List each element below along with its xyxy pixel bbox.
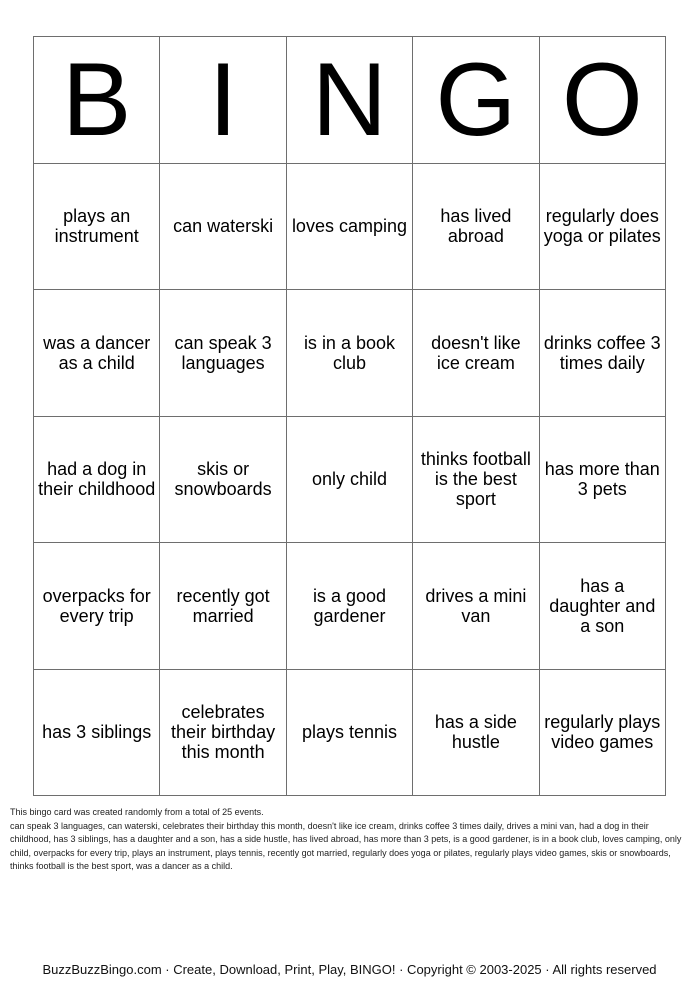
bingo-cell[interactable]: overpacks for every trip <box>34 543 160 670</box>
bingo-cell[interactable]: celebrates their birthday this month <box>160 669 286 796</box>
info-event-list: can speak 3 languages, can waterski, celebrates their birthday this month, doesn't like ice cream, drinks coffee 3 times daily, drives a mini van, had a dog in their childhood, has 3 siblings, has a daughter and a son, has a side hustle, has lived abroad, has more than 3 pets, is a good gardener, is in a book club, loves camping, only child, overpacks for every trip, plays an instrument, plays tennis, recently got married, regularly does yoga or pilates, regularly plays video games, skis or snowboards, thinks football is the best sport, was a dancer as a child. <box>10 820 682 871</box>
header-letter-b: B <box>34 37 160 164</box>
bingo-row <box>34 290 666 417</box>
bingo-row <box>34 163 666 290</box>
bingo-cell[interactable]: drinks coffee 3 times daily <box>539 290 665 417</box>
bingo-cell[interactable]: regularly plays video games <box>539 669 665 796</box>
bingo-row <box>34 416 666 543</box>
bingo-card <box>33 36 666 796</box>
info-summary: This bingo card was created randomly from a total of 25 events. <box>10 807 264 817</box>
bingo-cell[interactable]: has 3 siblings <box>34 669 160 796</box>
bingo-cell-center[interactable]: only child <box>286 416 412 543</box>
bingo-cell[interactable]: has more than 3 pets <box>539 416 665 543</box>
bingo-cell[interactable]: can waterski <box>160 163 286 290</box>
bingo-cell[interactable]: can speak 3 languages <box>160 290 286 417</box>
bingo-cell[interactable]: recently got married <box>160 543 286 670</box>
bingo-cell[interactable]: had a dog in their childhood <box>34 416 160 543</box>
bingo-cell[interactable]: loves camping <box>286 163 412 290</box>
bingo-cell[interactable]: drives a mini van <box>413 543 539 670</box>
bingo-cell[interactable]: plays an instrument <box>34 163 160 290</box>
bingo-cell[interactable]: has a daughter and a son <box>539 543 665 670</box>
header-letter-n: N <box>286 37 412 164</box>
footer-copyright: BuzzBuzzBingo.com · Create, Download, Print, Play, BINGO! · Copyright © 2003-2025 · All rights reserved <box>42 962 657 977</box>
header-letter-o: O <box>539 37 665 164</box>
bingo-cell[interactable]: has lived abroad <box>413 163 539 290</box>
bingo-header-row <box>34 37 666 164</box>
bingo-row <box>34 543 666 670</box>
bingo-cell[interactable]: is a good gardener <box>286 543 412 670</box>
bingo-cell[interactable]: is in a book club <box>286 290 412 417</box>
header-letter-i: I <box>160 37 286 164</box>
header-letter-g: G <box>413 37 539 164</box>
bingo-cell[interactable]: regularly does yoga or pilates <box>539 163 665 290</box>
bingo-cell[interactable]: doesn't like ice cream <box>413 290 539 417</box>
bingo-cell[interactable]: was a dancer as a child <box>34 290 160 417</box>
bingo-row <box>34 669 666 796</box>
bingo-cell[interactable]: has a side hustle <box>413 669 539 796</box>
bingo-cell[interactable]: thinks football is the best sport <box>413 416 539 543</box>
bingo-cell[interactable]: plays tennis <box>286 669 412 796</box>
card-info <box>10 806 690 874</box>
bingo-cell[interactable]: skis or snowboards <box>160 416 286 543</box>
